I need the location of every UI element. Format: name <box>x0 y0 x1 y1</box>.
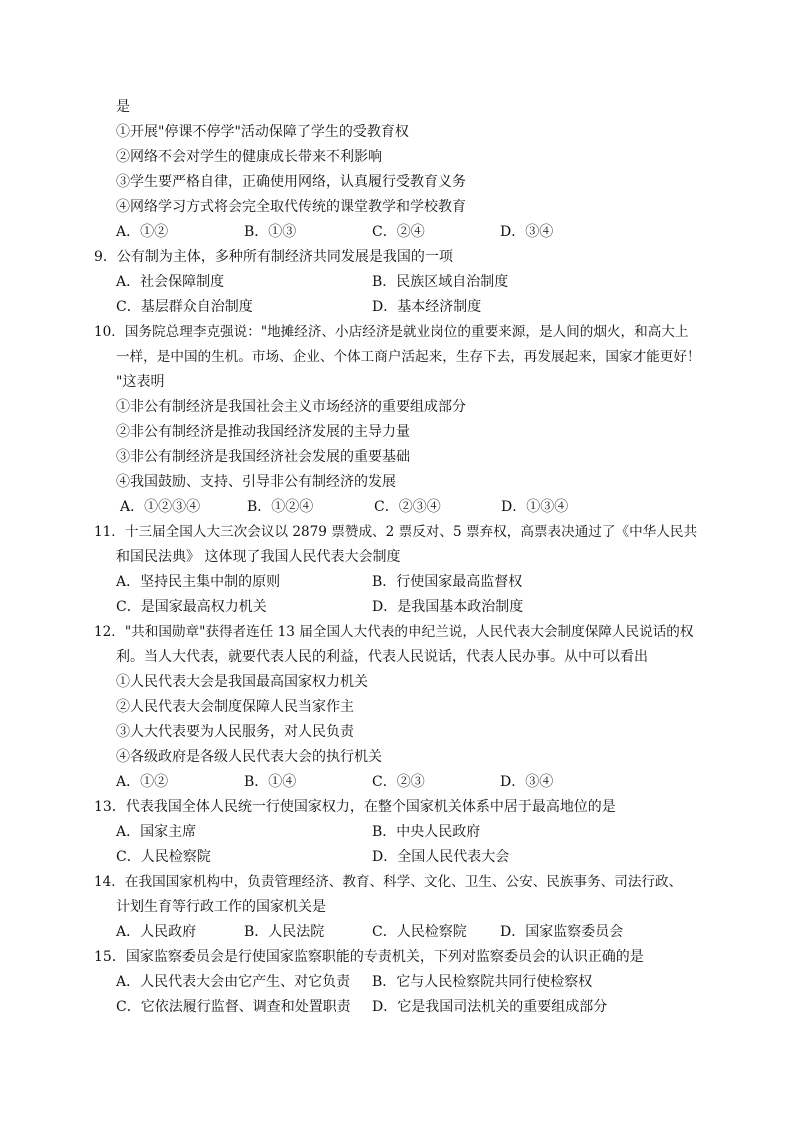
q10-option-c: C．②③④ <box>374 499 441 515</box>
q10-option-d: D．①③④ <box>501 499 569 515</box>
q14-option-b: B．人民法院 <box>244 924 325 940</box>
q10-option-b: B．①②④ <box>247 499 314 515</box>
q15-option-a: A．人民代表大会由它产生、对它负责 <box>116 974 351 990</box>
q8-statement-2: ②网络不会对学生的健康成长带来不利影响 <box>116 149 382 165</box>
q14-option-a: A．人民政府 <box>116 924 197 940</box>
q10-statement-2: ②非公有制经济是推动我国经济发展的主导力量 <box>116 424 410 440</box>
q13-option-b: B．中央人民政府 <box>372 824 481 840</box>
q10-statement-4: ④我国鼓励、支持、引导非公有制经济的发展 <box>116 474 396 490</box>
q11-stem-line-2: 和国民法典》 这体现了我国人民代表大会制度 <box>116 549 401 565</box>
q9-option-d: D．基本经济制度 <box>372 299 482 315</box>
q9-option-c: C．基层群众自治制度 <box>116 299 253 315</box>
q12-stem-line-1: 12．"共和国勋章"获得者连任 13 届全国人大代表的申纪兰说，人民代表大会制度保障人民说话的权 <box>94 624 694 640</box>
q13-option-d: D．全国人民代表大会 <box>372 849 510 865</box>
q11-option-c: C．是国家最高权力机关 <box>116 599 267 615</box>
q12-statement-4: ④各级政府是各级人民代表大会的执行机关 <box>116 749 382 765</box>
q8-statement-3: ③学生要严格自律，正确使用网络，认真履行受教育义务 <box>116 174 466 190</box>
q8-option-a: A．①② <box>116 224 169 240</box>
q14-option-d: D．国家监察委员会 <box>500 924 624 940</box>
q8-option-c: C．②④ <box>372 224 425 240</box>
q12-statement-1: ①人民代表大会是我国最高国家权力机关 <box>116 674 368 690</box>
q13-option-c: C．人民检察院 <box>116 849 211 865</box>
q8-option-b: B．①③ <box>244 224 297 240</box>
q15-option-d: D．它是我国司法机关的重要组成部分 <box>372 999 608 1015</box>
q11-option-d: D．是我国基本政治制度 <box>372 599 524 615</box>
q10-option-a: A．①②③④ <box>120 499 201 515</box>
q11-stem-line-1: 11．十三届全国人大三次会议以 2879 票赞成、2 票反对、5 票弃权，高票表决通过了《中华人民共 <box>94 524 698 540</box>
q9-option-a: A．社会保障制度 <box>116 274 225 290</box>
q12-option-b: B．①④ <box>244 774 297 790</box>
q9-option-b: B．民族区域自治制度 <box>372 274 509 290</box>
q12-option-a: A．①② <box>116 774 169 790</box>
q15-option-b: B．它与人民检察院共同行使检察权 <box>372 974 593 990</box>
q10-stem-line-2: 一样，是中国的生机。市场、企业、个体工商户活起来，生存下去，再发展起来，国家才能更好！ <box>116 349 701 365</box>
q13-option-a: A．国家主席 <box>116 824 197 840</box>
q12-option-c: C．②③ <box>372 774 425 790</box>
q10-stem-line-1: 10．国务院总理李克强说："地摊经济、小店经济是就业岗位的重要来源，是人间的烟火，和高大上 <box>94 324 689 340</box>
q12-stem-line-2: 利。当人大代表，就要代表人民的利益，代表人民说话，代表人民办事。从中可以看出 <box>116 649 648 665</box>
q14-option-c: C．人民检察院 <box>372 924 467 940</box>
q14-stem-line-2: 计划生育等行政工作的国家机关是 <box>116 899 326 915</box>
q10-statement-3: ③非公有制经济是我国经济社会发展的重要基础 <box>116 449 410 465</box>
q8-option-d: D．③④ <box>500 224 554 240</box>
q15-option-c: C．它依法履行监督、调查和处置职责 <box>116 999 351 1015</box>
q12-option-d: D．③④ <box>500 774 554 790</box>
q8-statement-4: ④网络学习方式将会完全取代传统的课堂教学和学校教育 <box>116 199 466 215</box>
q8-statement-1: ①开展"停课不停学"活动保障了学生的受教育权 <box>116 124 409 140</box>
q15-stem: 15．国家监察委员会是行使国家监察职能的专责机关，下列对监察委员会的认识正确的是 <box>94 949 644 965</box>
q12-statement-3: ③人大代表要为人民服务，对人民负责 <box>116 724 354 740</box>
q14-stem-line-1: 14．在我国国家机构中，负责管理经济、教育、科学、文化、卫生、公安、民族事务、司法行政、 <box>94 874 683 890</box>
q8-stem-continuation: 是 <box>116 99 130 115</box>
q13-stem: 13．代表我国全体人民统一行使国家权力，在整个国家机关体系中居于最高地位的是 <box>94 799 616 815</box>
q11-option-a: A．坚持民主集中制的原则 <box>116 574 281 590</box>
q10-statement-1: ①非公有制经济是我国社会主义市场经济的重要组成部分 <box>116 399 466 415</box>
q11-option-b: B．行使国家最高监督权 <box>372 574 523 590</box>
q9-stem: 9．公有制为主体，多种所有制经济共同发展是我国的一项 <box>94 249 453 265</box>
q12-statement-2: ②人民代表大会制度保障人民当家作主 <box>116 699 354 715</box>
q10-stem-line-3: "这表明 <box>116 374 165 390</box>
